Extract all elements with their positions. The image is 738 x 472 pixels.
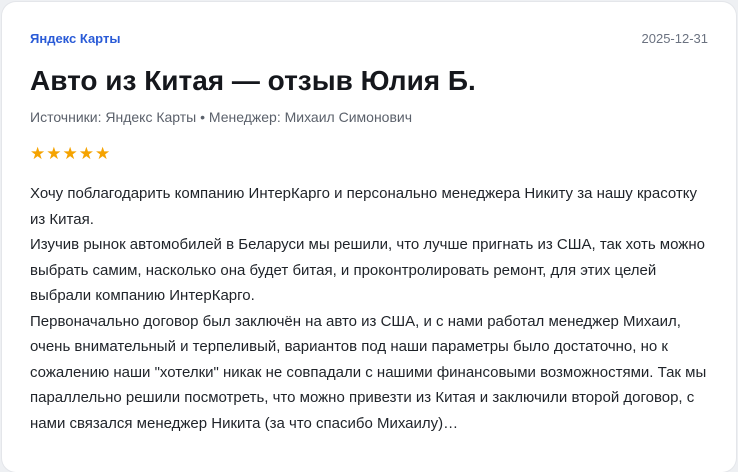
review-title: Авто из Китая — отзыв Юлия Б. <box>30 65 476 96</box>
source-link[interactable]: Яндекс Карты <box>30 30 121 46</box>
review-text <box>30 181 708 436</box>
review-paragraph: Хочу поблагодарить компанию ИнтерКарго и персонально менеджера Никиту за нашу красотку из Китая. <box>30 185 697 228</box>
review-card <box>2 2 736 472</box>
review-paragraph: Изучив рынок автомобилей в Беларуси мы решили, что лучше пригнать из США, так хоть можно выбрать самим, насколько она будет битая, и проконтролировать ремонт, для этих целей выбрали компанию ИнтерКарго. <box>30 236 705 304</box>
review-sources-manager: Источники: Яндекс Карты • Менеджер: Михаил Симонович <box>30 109 413 125</box>
star-rating: ★★★★★ <box>30 144 112 163</box>
review-paragraph: Первоначально договор был заключён на авто из США, и с нами работал менеджер Михаил, очень внимательный и терпеливый, вариантов под наши параметры было достаточно, но к сожалению наши "хотелки" никак не совпадали с нашими финансовыми возможностями. Так мы параллельно решили посмотреть, что можно привезти из Китая и заключили второй договор, с нами связался менеджер Никита (за что спасибо Михаилу)… <box>30 312 707 432</box>
review-date: 2025-12-31 <box>641 30 708 46</box>
review-meta-row <box>30 30 708 46</box>
